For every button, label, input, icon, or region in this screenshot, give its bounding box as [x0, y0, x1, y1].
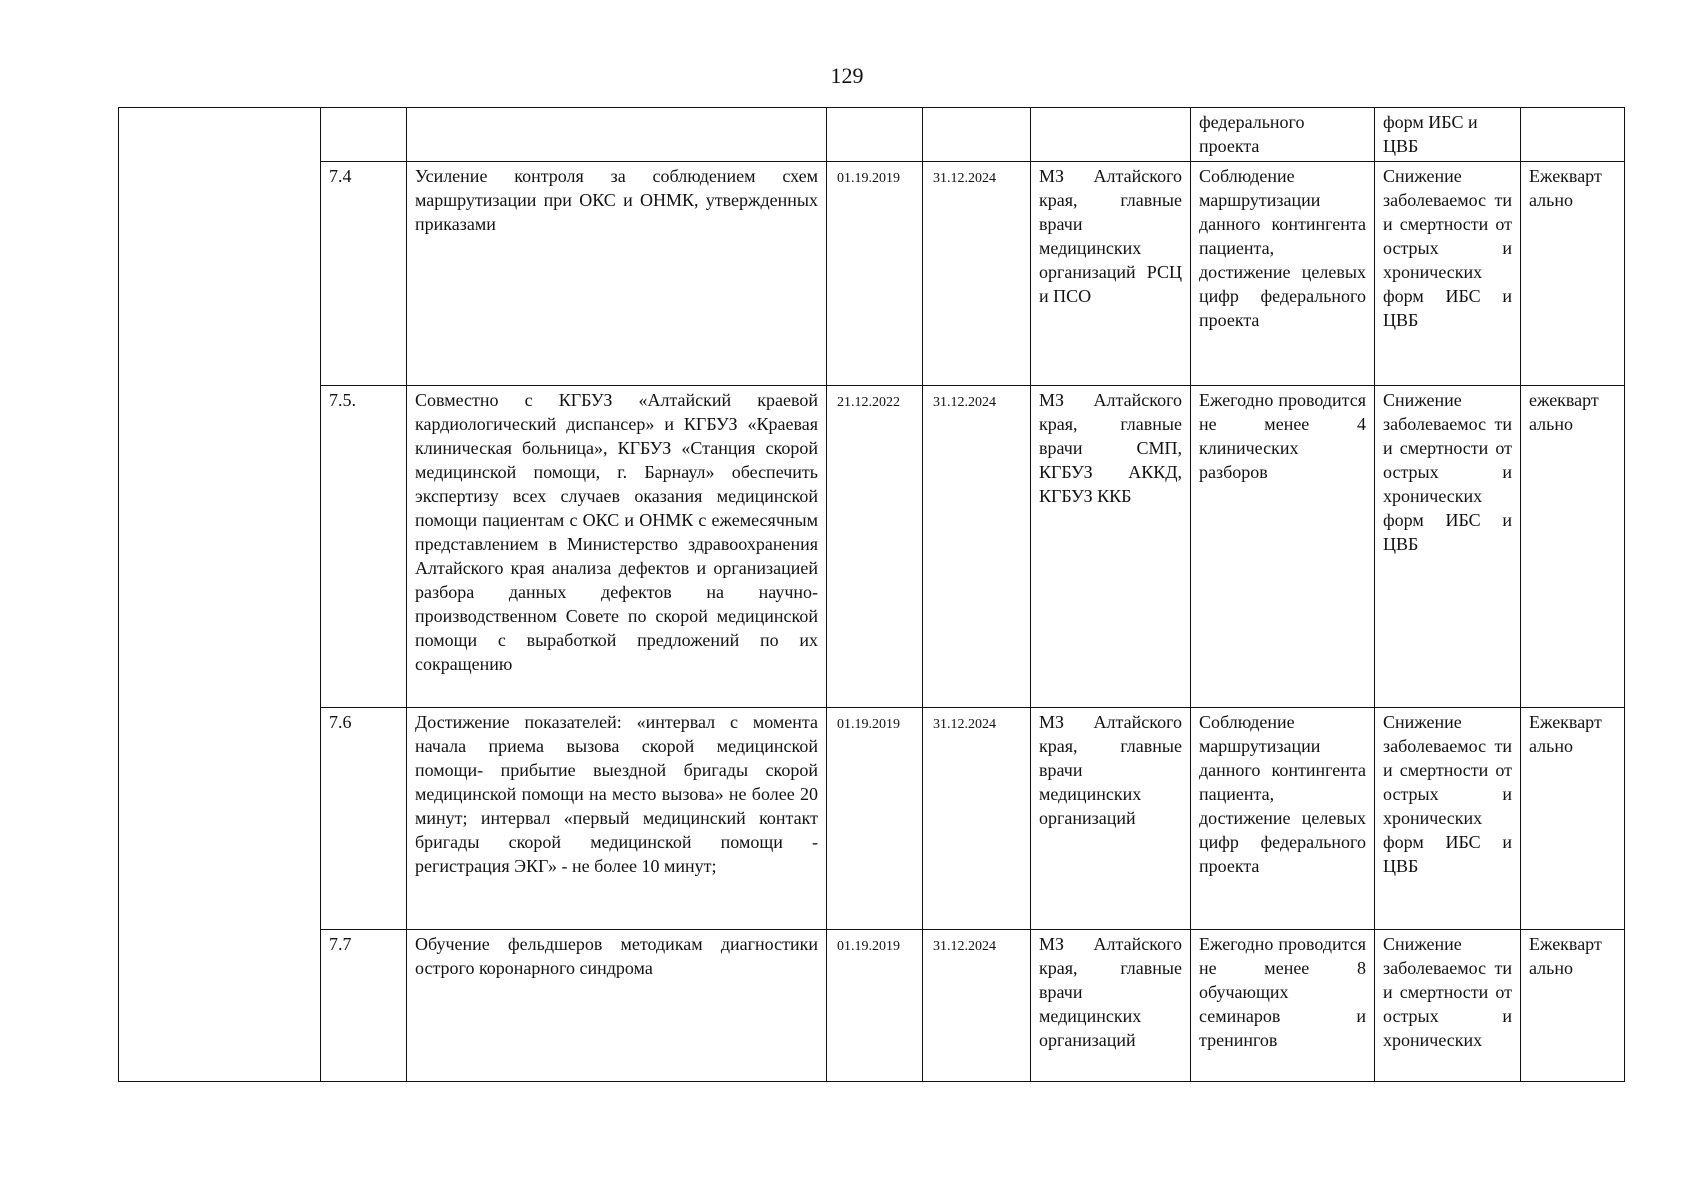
end-date-cell: 31.12.2024: [923, 386, 1031, 708]
start-date-cell: 21.12.2022: [827, 386, 923, 708]
effect-cell: Снижение заболеваемос ти и смертности от острых и хронических: [1375, 930, 1521, 1082]
action-cell: Обучение фельдшеров методикам диагностики острого коронарного синдрома: [407, 930, 827, 1082]
action-cell: Совместно с КГБУЗ «Алтайский краевой кардиологический диспансер» и КГБУЗ «Краевая клиническая больница», КГБУЗ «Станция скорой медицинской помощи, г. Барнаул» обеспечить экспертизу всех случаев оказания медицинской помощи пациентам с ОКС и ОНМК с ежемесячным представлением в Министерство здравоохранения Алтайского края анализа дефектов и организацией разбора данных дефектов на научно-производственном Совете по скорой медицинской помощи с выработкой предложений по их сокращению: [407, 386, 827, 708]
result-cell: Соблюдение маршрутизации данного контингента пациента, достижение целевых цифр федерального проекта: [1191, 708, 1375, 930]
responsible-cell: [1031, 108, 1191, 162]
effect-cell: Снижение заболеваемос ти и смертности от острых и хронических форм ИБС и ЦВБ: [1375, 708, 1521, 930]
table-row: [119, 108, 1625, 162]
result-cell: Ежегодно проводится не менее 4 клинических разборов: [1191, 386, 1375, 708]
frequency-cell: Ежекварт ально: [1521, 708, 1625, 930]
result-cell: Соблюдение маршрутизации данного контингента пациента, достижение целевых цифр федерального проекта: [1191, 162, 1375, 386]
page-number: 129: [830, 63, 864, 88]
start-date-cell: 01.19.2019: [827, 162, 923, 386]
responsible-cell: МЗ Алтайского края, главные врачи медицинских организаций РСЦ и ПСО: [1031, 162, 1191, 386]
responsible-cell: МЗ Алтайского края, главные врачи медицинских организаций: [1031, 708, 1191, 930]
num-cell: 7.7: [321, 930, 407, 1082]
start-date-cell: [827, 108, 923, 162]
left-margin-cell: [119, 108, 321, 1082]
table-row: [119, 162, 1625, 386]
num-cell: 7.4: [321, 162, 407, 386]
responsible-cell: МЗ Алтайского края, главные врачи СМП, КГБУЗ АККД, КГБУЗ ККБ: [1031, 386, 1191, 708]
end-date-cell: 31.12.2024: [923, 930, 1031, 1082]
action-cell: Достижение показателей: «интервал с момента начала приема вызова скорой медицинской помощи- прибытие выездной бригады скорой медицинской помощи на место вызова» не более 20 минут; интервал «первый медицинский контакт бригады скорой медицинской помощи - регистрация ЭКГ» - не более 10 минут;: [407, 708, 827, 930]
frequency-cell: [1521, 108, 1625, 162]
frequency-cell: Ежекварт ально: [1521, 930, 1625, 1082]
end-date-cell: 31.12.2024: [923, 162, 1031, 386]
start-date-cell: 01.19.2019: [827, 708, 923, 930]
measures-table: [118, 107, 1625, 1082]
table-row: [119, 708, 1625, 930]
table-row: [119, 386, 1625, 708]
frequency-cell: Ежекварт ально: [1521, 162, 1625, 386]
action-cell: Усиление контроля за соблюдением схем маршрутизации при ОКС и ОНМК, утвержденных приказами: [407, 162, 827, 386]
end-date-cell: 31.12.2024: [923, 708, 1031, 930]
result-cell: федерального проекта: [1191, 108, 1375, 162]
num-cell: 7.5.: [321, 386, 407, 708]
effect-cell: форм ИБС и ЦВБ: [1375, 108, 1521, 162]
table-row: [119, 930, 1625, 1082]
start-date-cell: 01.19.2019: [827, 930, 923, 1082]
num-cell: 7.6: [321, 708, 407, 930]
end-date-cell: [923, 108, 1031, 162]
effect-cell: Снижение заболеваемос ти и смертности от острых и хронических форм ИБС и ЦВБ: [1375, 162, 1521, 386]
effect-cell: Снижение заболеваемос ти и смертности от острых и хронических форм ИБС и ЦВБ: [1375, 386, 1521, 708]
responsible-cell: МЗ Алтайского края, главные врачи медицинских организаций: [1031, 930, 1191, 1082]
num-cell: [321, 108, 407, 162]
result-cell: Ежегодно проводится не менее 8 обучающих семинаров и тренингов: [1191, 930, 1375, 1082]
action-cell: [407, 108, 827, 162]
frequency-cell: ежекварт ально: [1521, 386, 1625, 708]
